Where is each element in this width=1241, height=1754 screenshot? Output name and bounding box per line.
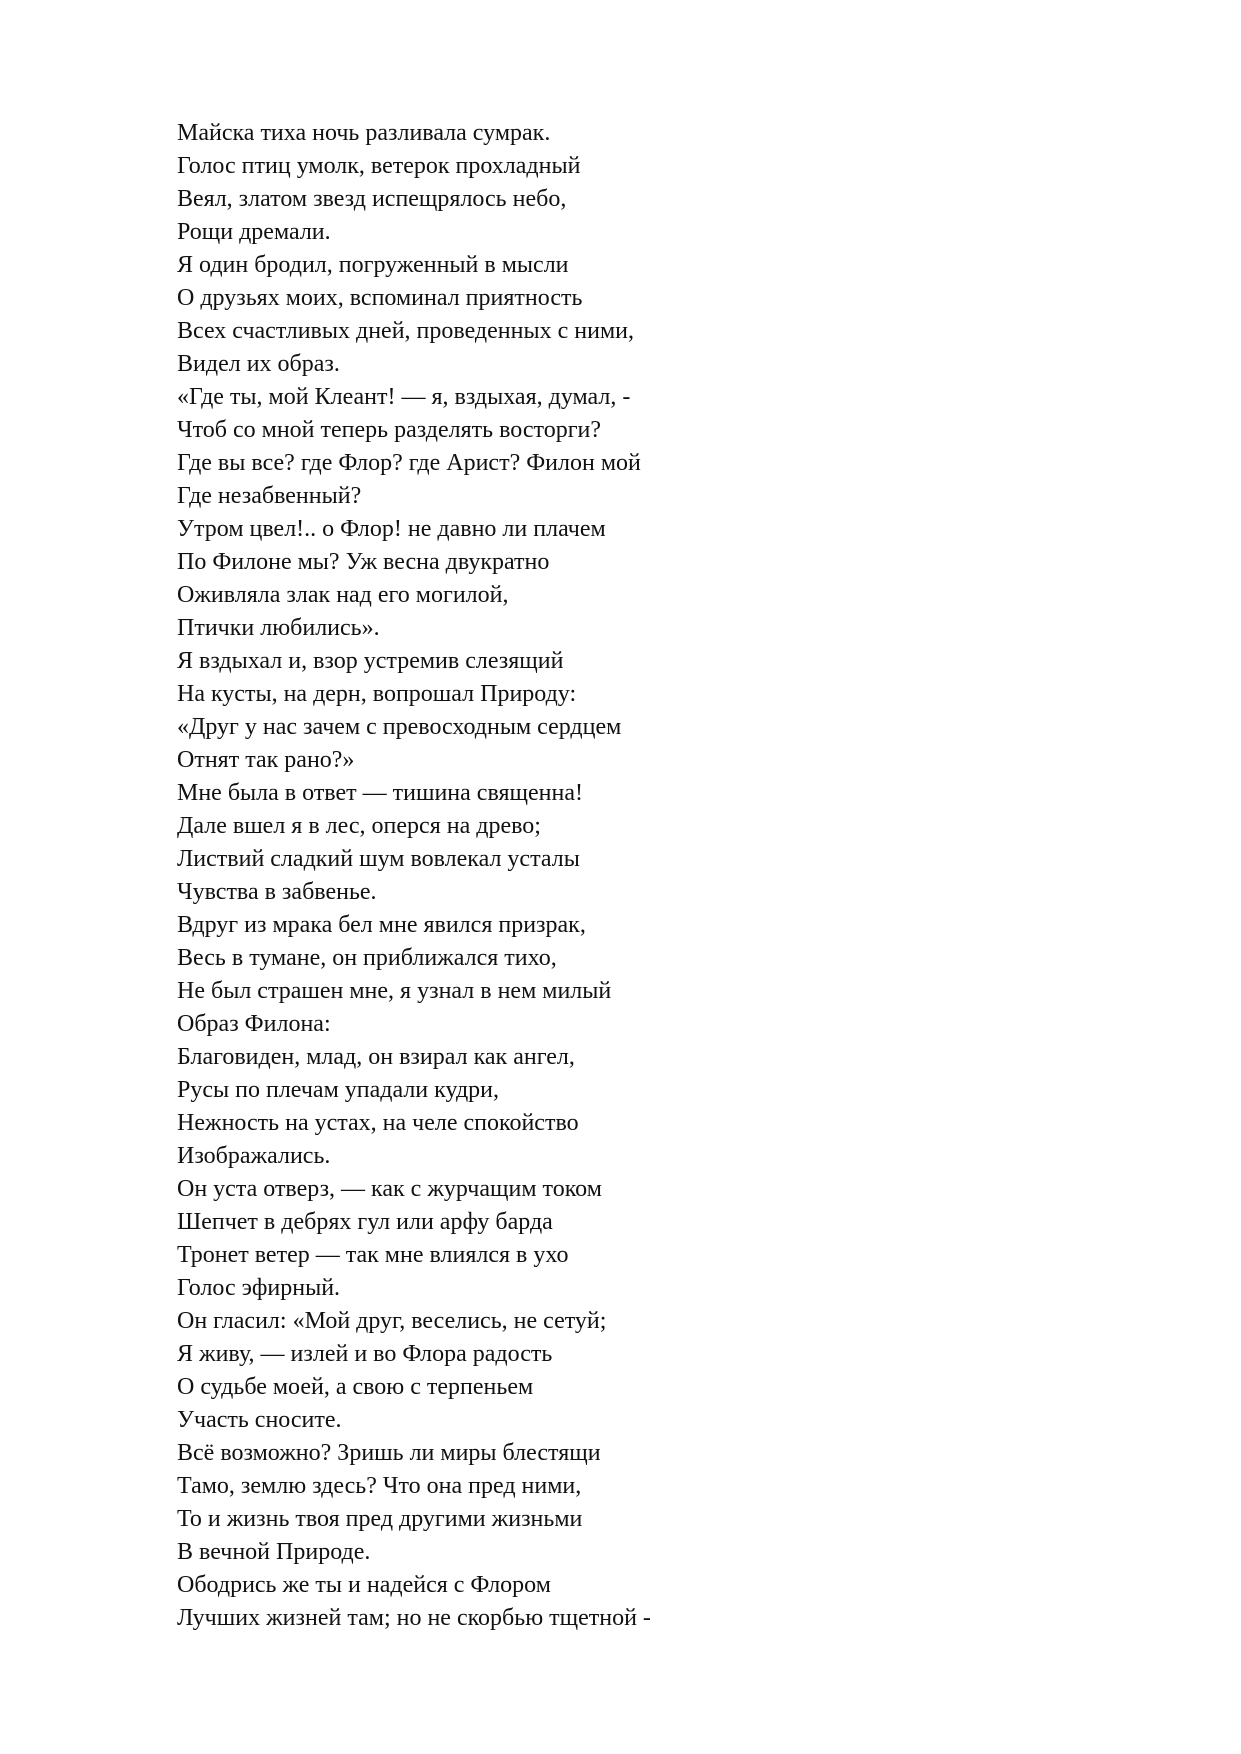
poem-line: То и жизнь твоя пред другими жизньми <box>177 1506 583 1532</box>
poem-line: Тронет ветер — так мне влиялся в ухо <box>177 1242 569 1268</box>
poem-line: Голос эфирный. <box>177 1275 341 1301</box>
poem-line: По Филоне мы? Уж весна двукратно <box>177 549 550 575</box>
poem-line: Я живу, — излей и во Флора радость <box>177 1341 553 1367</box>
poem-line: На кусты, на дерн, вопрошал Природу: <box>177 681 577 707</box>
poem-line: «Где ты, мой Клеант! — я, вздыхая, думал, - <box>177 384 631 410</box>
poem-line: Где вы все? где Флор? где Арист? Филон мой <box>177 450 641 476</box>
poem-line: Я один бродил, погруженный в мысли <box>177 252 569 278</box>
poem-line: Птички любились». <box>177 615 380 641</box>
poem-line: Утром цвел!.. о Флор! не давно ли плачем <box>177 516 606 542</box>
poem-line: «Друг у нас зачем с превосходным сердцем <box>177 714 622 740</box>
poem-line: Чувства в забвенье. <box>177 879 377 905</box>
poem-line: Я вздыхал и, взор устремив слезящий <box>177 648 564 674</box>
poem-line: Шепчет в дебрях гул или арфу барда <box>177 1209 553 1235</box>
poem-line: В вечной Природе. <box>177 1539 371 1565</box>
poem-line: Рощи дремали. <box>177 219 331 245</box>
poem-line: Видел их образ. <box>177 351 340 377</box>
poem-line: Он гласил: «Мой друг, веселись, не сетуй; <box>177 1308 607 1334</box>
poem-line: Майска тиха ночь разливала сумрак. <box>177 120 551 146</box>
poem-line: Нежность на устах, на челе спокойство <box>177 1110 579 1136</box>
poem-line: Где незабвенный? <box>177 483 362 509</box>
poem-line: Тамо, землю здесь? Что она пред ними, <box>177 1473 582 1499</box>
poem-line: Дале вшел я в лес, оперся на древо; <box>177 813 541 839</box>
poem-text <box>177 117 651 1635</box>
poem-line: Голос птиц умолк, ветерок прохладный <box>177 153 581 179</box>
poem-line: О друзьях моих, вспоминал приятность <box>177 285 583 311</box>
poem-line: Образ Филона: <box>177 1011 331 1037</box>
poem-line: Ободрись же ты и надейся с Флором <box>177 1572 551 1598</box>
poem-line: Изображались. <box>177 1143 331 1169</box>
poem-line: Мне была в ответ — тишина священна! <box>177 780 583 806</box>
poem-line: Русы по плечам упадали кудри, <box>177 1077 500 1103</box>
poem-line: О судьбе моей, а свою с терпеньем <box>177 1374 534 1400</box>
poem-line: Не был страшен мне, я узнал в нем милый <box>177 978 612 1004</box>
poem-line: Веял, златом звезд испещрялось небо, <box>177 186 567 212</box>
poem-line: Чтоб со мной теперь разделять восторги? <box>177 417 602 443</box>
poem-line: Оживляла злак над его могилой, <box>177 582 509 608</box>
poem-line: Вдруг из мрака бел мне явился призрак, <box>177 912 586 938</box>
poem-line: Он уста отверз, — как с журчащим током <box>177 1176 602 1202</box>
poem-line: Весь в тумане, он приближался тихо, <box>177 945 557 971</box>
poem-line: Участь сносите. <box>177 1407 342 1433</box>
poem-line: Всё возможно? Зришь ли миры блестящи <box>177 1440 601 1466</box>
poem-line: Благовиден, млад, он взирал как ангел, <box>177 1044 575 1070</box>
poem-line: Листвий сладкий шум вовлекал усталы <box>177 846 580 872</box>
poem-line: Отнят так рано?» <box>177 747 355 773</box>
poem-line: Лучших жизней там; но не скорбью тщетной - <box>177 1605 651 1631</box>
poem-line: Всех счастливых дней, проведенных с ними, <box>177 318 634 344</box>
